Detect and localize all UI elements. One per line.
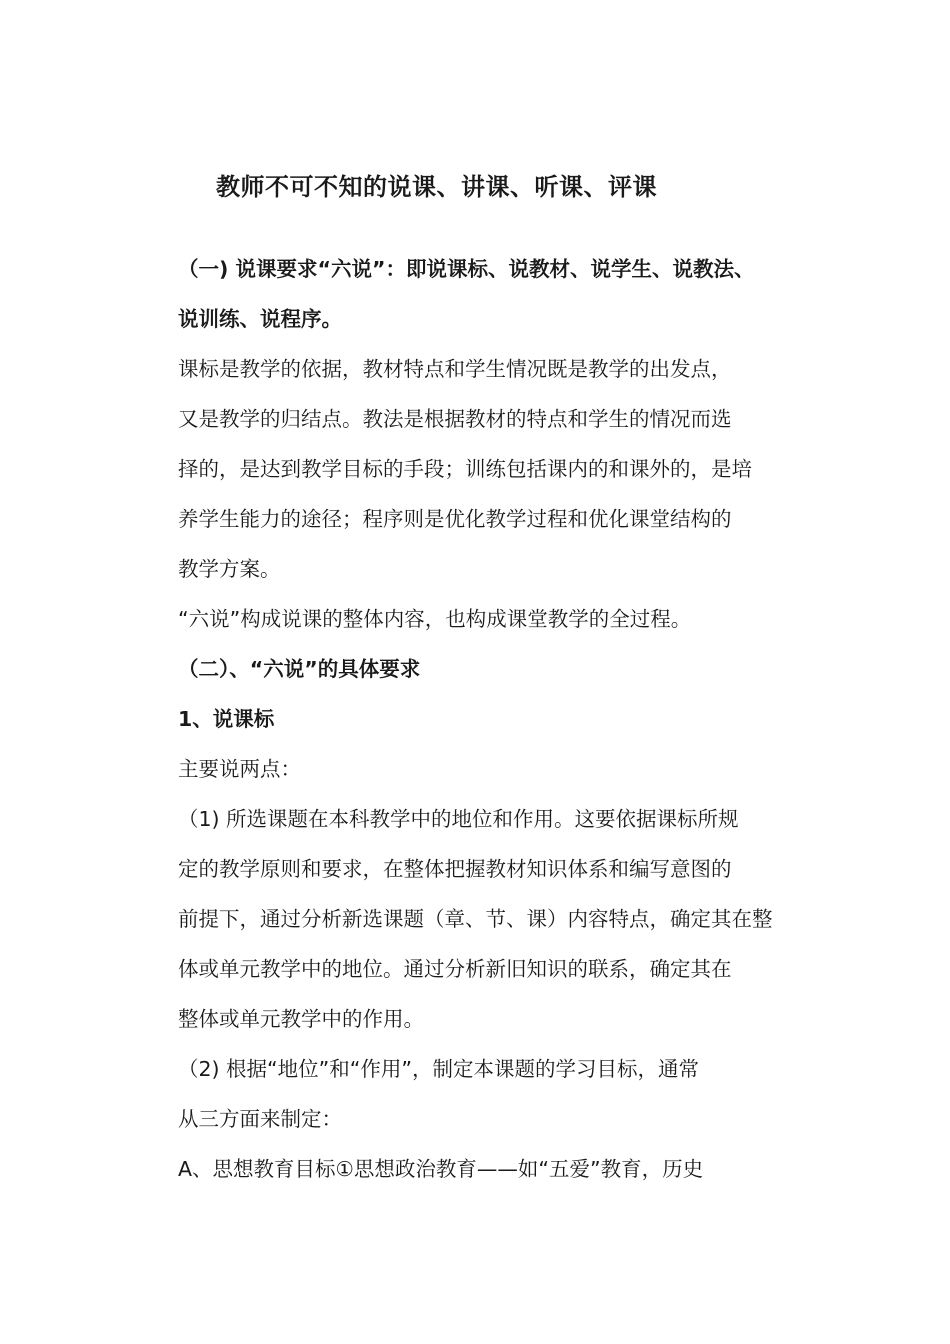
paragraph-line: 从三方面来制定： (178, 1107, 342, 1131)
paragraph-line: （1) 所选课题在本科教学中的地位和作用。这要依据课标所规 (178, 807, 739, 831)
paragraph-line: （2) 根据“地位”和“作用”，制定本课题的学习目标，通常 (178, 1057, 700, 1081)
paragraph-line: 主要说两点： (178, 757, 301, 781)
paragraph-line: 择的，是达到教学目标的手段；训练包括课内的和课外的，是培 (178, 457, 752, 481)
paragraph-line: 又是教学的归结点。教法是根据教材的特点和学生的情况而选 (178, 407, 732, 431)
heading-line: （二）、“六说”的具体要求 (178, 657, 421, 681)
paragraph-line: “六说”构成说课的整体内容，也构成课堂教学的全过程。 (178, 607, 692, 631)
paragraph-line: 前提下，通过分析新选课题（章、节、课）内容特点，确定其在整 (178, 907, 773, 931)
document-body (178, 244, 778, 1194)
heading-line: 1、说课标 (178, 707, 275, 731)
paragraph-line: 养学生能力的途径；程序则是优化教学过程和优化课堂结构的 (178, 507, 732, 531)
document-title: 教师不可不知的说课、讲课、听课、评课 (216, 173, 657, 201)
heading-line: 说训练、说程序。 (178, 307, 342, 331)
heading-line: （一) 说课要求“六说”：即说课标、说教材、说学生、说教法、 (178, 257, 755, 281)
paragraph-line: 课标是教学的依据，教材特点和学生情况既是教学的出发点， (178, 357, 732, 381)
paragraph-line: 体或单元教学中的地位。通过分析新旧知识的联系，确定其在 (178, 957, 732, 981)
paragraph-line: 教学方案。 (178, 557, 281, 581)
paragraph-line: A、思想教育目标①思想政治教育——如“五爱”教育，历史 (178, 1157, 704, 1181)
paragraph-line: 定的教学原则和要求，在整体把握教材知识体系和编写意图的 (178, 857, 732, 881)
paragraph-line: 整体或单元教学中的作用。 (178, 1007, 424, 1031)
